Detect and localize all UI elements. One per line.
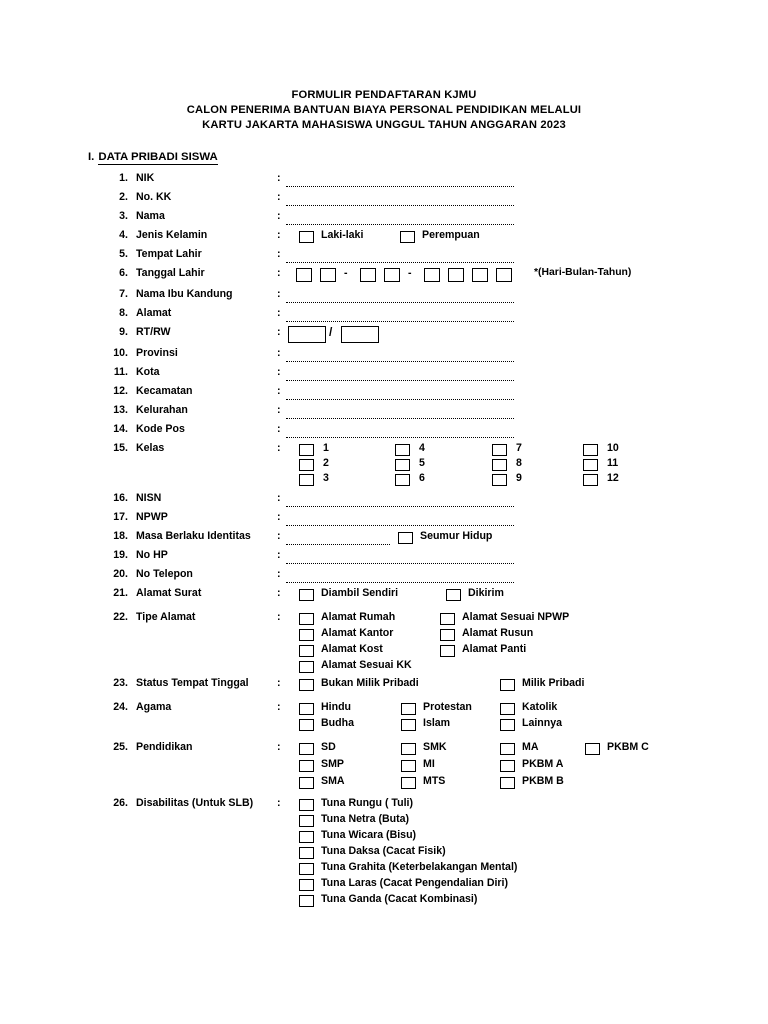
field-colon: : xyxy=(277,366,281,378)
field-row-masa-berlaku-identitas xyxy=(0,530,768,549)
input-line-npwp[interactable] xyxy=(286,524,514,526)
input-line-alamat[interactable] xyxy=(286,320,514,322)
checkbox-label-ma: MA xyxy=(522,741,539,753)
checkbox-label-mi: MI xyxy=(423,758,435,770)
field-label-tanggal-lahir: Tanggal Lahir xyxy=(136,267,205,279)
checkbox-label-tuna-daksa: Tuna Daksa (Cacat Fisik) xyxy=(321,845,446,857)
field-number: 25. xyxy=(113,741,128,753)
checkbox-diambil-sendiri[interactable] xyxy=(299,589,314,601)
checkbox-label-tuna-netra: Tuna Netra (Buta) xyxy=(321,813,410,825)
field-number: 4. xyxy=(119,229,128,241)
checkbox-label-perempuan: Perempuan xyxy=(422,229,480,241)
section-title: DATA PRIBADI SISWA xyxy=(98,151,218,163)
checkbox-label-alamat-rusun: Alamat Rusun xyxy=(462,627,534,639)
field-label-kecamatan: Kecamatan xyxy=(136,385,193,397)
checkbox-label-kelas-4: 4 xyxy=(419,442,425,454)
checkbox-label-dikirim: Dikirim xyxy=(468,587,504,599)
field-row-status-tempat-tinggal xyxy=(0,677,768,701)
field-label-kota: Kota xyxy=(136,366,160,378)
checkbox-label-mts: MTS xyxy=(423,775,446,787)
checkbox-label-kelas-5: 5 xyxy=(419,457,425,469)
checkbox-tuna-netra[interactable] xyxy=(299,815,314,827)
checkbox-alamat-rusun[interactable] xyxy=(440,629,455,641)
field-label-disabilitas: Disabilitas (Untuk SLB) xyxy=(136,797,254,809)
field-number: 16. xyxy=(113,492,128,504)
field-number: 20. xyxy=(113,568,128,580)
checkbox-label-kelas-10: 10 xyxy=(607,442,619,454)
checkbox-label-smp: SMP xyxy=(321,758,344,770)
field-row-jenis-kelamin xyxy=(0,229,768,248)
checkbox-pkbm-a[interactable] xyxy=(500,760,515,772)
checkbox-label-diambil-sendiri: Diambil Sendiri xyxy=(321,587,399,599)
rt-rw-separator: / xyxy=(329,325,333,339)
checkbox-kelas-7[interactable] xyxy=(492,444,507,456)
field-label-alamat-surat: Alamat Surat xyxy=(136,587,202,599)
field-row-npwp xyxy=(0,511,768,530)
checkbox-kelas-8[interactable] xyxy=(492,459,507,471)
checkbox-label-pkbm-a: PKBM A xyxy=(522,758,564,770)
field-colon: : xyxy=(277,492,281,504)
field-colon: : xyxy=(277,326,281,338)
checkbox-label-milik-pribadi: Milik Pribadi xyxy=(522,677,585,689)
checkbox-label-pkbm-b: PKBM B xyxy=(522,775,564,787)
checkbox-label-kelas-1: 1 xyxy=(323,442,329,454)
field-colon: : xyxy=(277,530,281,542)
checkbox-label-alamat-kost: Alamat Kost xyxy=(321,643,383,655)
date-box-day-1[interactable] xyxy=(296,268,312,282)
field-colon: : xyxy=(277,229,281,241)
field-row-kelas xyxy=(0,442,768,492)
checkbox-label-tuna-laras: Tuna Laras (Cacat Pengendalian Diri) xyxy=(321,877,509,889)
input-line-no-telepon[interactable] xyxy=(286,581,514,583)
date-box-month-2[interactable] xyxy=(384,268,400,282)
date-box-year-2[interactable] xyxy=(448,268,464,282)
date-separator-1: - xyxy=(344,267,348,279)
field-number: 3. xyxy=(119,210,128,222)
checkbox-label-kelas-8: 8 xyxy=(516,457,522,469)
checkbox-label-kelas-2: 2 xyxy=(323,457,329,469)
checkbox-dikirim[interactable] xyxy=(446,589,461,601)
checkbox-kelas-3[interactable] xyxy=(299,474,314,486)
checkbox-kelas-5[interactable] xyxy=(395,459,410,471)
date-box-year-1[interactable] xyxy=(424,268,440,282)
checkbox-label-smk: SMK xyxy=(423,741,447,753)
checkbox-alamat-panti[interactable] xyxy=(440,645,455,657)
checkbox-tuna-wicara[interactable] xyxy=(299,831,314,843)
input-line-provinsi[interactable] xyxy=(286,360,514,362)
field-colon: : xyxy=(277,423,281,435)
checkbox-alamat-kost[interactable] xyxy=(299,645,314,657)
field-label-jenis-kelamin: Jenis Kelamin xyxy=(136,229,208,241)
checkbox-label-bukan-milik-pribadi: Bukan Milik Pribadi xyxy=(321,677,419,689)
checkbox-laki-laki[interactable] xyxy=(299,231,314,243)
checkbox-label-tuna-ganda: Tuna Ganda (Cacat Kombinasi) xyxy=(321,893,478,905)
checkbox-kelas-1[interactable] xyxy=(299,444,314,456)
field-number: 21. xyxy=(113,587,128,599)
checkbox-tuna-grahita[interactable] xyxy=(299,863,314,875)
field-colon: : xyxy=(277,267,281,279)
checkbox-kelas-11[interactable] xyxy=(583,459,598,471)
field-number: 26. xyxy=(113,797,128,809)
checkbox-label-protestan: Protestan xyxy=(423,701,472,713)
field-colon: : xyxy=(277,307,281,319)
field-label-no-kk: No. KK xyxy=(136,191,172,203)
field-colon: : xyxy=(277,404,281,416)
field-colon: : xyxy=(277,442,281,454)
field-number: 14. xyxy=(113,423,128,435)
field-row-provinsi xyxy=(0,347,768,366)
field-label-kelurahan: Kelurahan xyxy=(136,404,188,416)
checkbox-tuna-rungu[interactable] xyxy=(299,799,314,811)
checkbox-label-kelas-12: 12 xyxy=(607,472,619,484)
field-number: 10. xyxy=(113,347,128,359)
input-line-nama[interactable] xyxy=(286,223,514,225)
input-line-no-hp[interactable] xyxy=(286,562,514,564)
field-colon: : xyxy=(277,797,281,809)
input-box-rw[interactable] xyxy=(341,326,379,343)
field-label-agama: Agama xyxy=(136,701,172,713)
input-line-nisn[interactable] xyxy=(286,505,514,507)
checkbox-label-alamat-sesuai-npwp: Alamat Sesuai NPWP xyxy=(462,611,570,623)
checkbox-label-katolik: Katolik xyxy=(522,701,558,713)
input-line-kecamatan[interactable] xyxy=(286,398,514,400)
field-row-nama-ibu-kandung xyxy=(0,288,768,307)
field-label-masa-berlaku-identitas: Masa Berlaku Identitas xyxy=(136,530,251,542)
field-number: 19. xyxy=(113,549,128,561)
field-row-agama xyxy=(0,701,768,741)
field-colon: : xyxy=(277,549,281,561)
checkbox-alamat-sesuai-npwp[interactable] xyxy=(440,613,455,625)
checkbox-tuna-daksa[interactable] xyxy=(299,847,314,859)
field-number: 5. xyxy=(119,248,128,260)
checkbox-label-kelas-3: 3 xyxy=(323,472,329,484)
field-row-pendidikan xyxy=(0,741,768,797)
field-label-pendidikan: Pendidikan xyxy=(136,741,193,753)
checkbox-label-budha: Budha xyxy=(321,717,354,729)
field-number: 13. xyxy=(113,404,128,416)
checkbox-kelas-2[interactable] xyxy=(299,459,314,471)
field-row-disabilitas xyxy=(0,797,768,912)
input-line-nama-ibu-kandung[interactable] xyxy=(286,301,514,303)
field-row-tanggal-lahir xyxy=(0,267,768,288)
checkbox-label-sma: SMA xyxy=(321,775,345,787)
input-line-kota[interactable] xyxy=(286,379,514,381)
checkbox-label-kelas-7: 7 xyxy=(516,442,522,454)
checkbox-mts[interactable] xyxy=(401,777,416,789)
checkbox-katolik[interactable] xyxy=(500,703,515,715)
field-colon: : xyxy=(277,611,281,623)
input-line-nik[interactable] xyxy=(286,185,514,187)
field-colon: : xyxy=(277,677,281,689)
field-row-rt-rw xyxy=(0,326,768,347)
checkbox-tuna-ganda[interactable] xyxy=(299,895,314,907)
field-number: 7. xyxy=(119,288,128,300)
checkbox-label-kelas-11: 11 xyxy=(607,457,619,469)
field-label-nama: Nama xyxy=(136,210,165,222)
checkbox-hindu[interactable] xyxy=(299,703,314,715)
field-label-status-tempat-tinggal: Status Tempat Tinggal xyxy=(136,677,249,689)
checkbox-milik-pribadi[interactable] xyxy=(500,679,515,691)
checkbox-kelas-10[interactable] xyxy=(583,444,598,456)
section-heading-data-pribadi-siswa xyxy=(88,151,218,163)
field-colon: : xyxy=(277,172,281,184)
checkbox-smp[interactable] xyxy=(299,760,314,772)
field-number: 12. xyxy=(113,385,128,397)
checkbox-label-alamat-sesuai-kk: Alamat Sesuai KK xyxy=(321,659,412,671)
checkbox-label-seumur-hidup: Seumur Hidup xyxy=(420,530,493,542)
field-colon: : xyxy=(277,210,281,222)
section-number: I. xyxy=(88,151,95,163)
field-colon: : xyxy=(277,288,281,300)
field-row-kecamatan xyxy=(0,385,768,404)
checkbox-kelas-6[interactable] xyxy=(395,474,410,486)
date-box-year-3[interactable] xyxy=(472,268,488,282)
field-colon: : xyxy=(277,385,281,397)
input-line-kelurahan[interactable] xyxy=(286,417,514,419)
field-number: 8. xyxy=(119,307,128,319)
field-label-alamat: Alamat xyxy=(136,307,172,319)
checkbox-alamat-sesuai-kk[interactable] xyxy=(299,661,314,673)
checkbox-kelas-9[interactable] xyxy=(492,474,507,486)
field-label-no-hp: No HP xyxy=(136,549,168,561)
field-number: 17. xyxy=(113,511,128,523)
checkbox-sma[interactable] xyxy=(299,777,314,789)
checkbox-alamat-kantor[interactable] xyxy=(299,629,314,641)
field-label-tempat-lahir: Tempat Lahir xyxy=(136,248,202,260)
date-box-day-2[interactable] xyxy=(320,268,336,282)
checkbox-bukan-milik-pribadi[interactable] xyxy=(299,679,314,691)
field-number: 18. xyxy=(113,530,128,542)
checkbox-label-alamat-rumah: Alamat Rumah xyxy=(321,611,396,623)
checkbox-seumur-hidup[interactable] xyxy=(398,532,413,544)
checkbox-kelas-12[interactable] xyxy=(583,474,598,486)
field-row-nisn xyxy=(0,492,768,511)
checkbox-alamat-rumah[interactable] xyxy=(299,613,314,625)
checkbox-label-tuna-wicara: Tuna Wicara (Bisu) xyxy=(321,829,417,841)
field-label-kelas: Kelas xyxy=(136,442,165,454)
title-line-1: FORMULIR PENDAFTARAN KJMU xyxy=(291,89,477,101)
field-colon: : xyxy=(277,701,281,713)
checkbox-label-kelas-9: 9 xyxy=(516,472,522,484)
checkbox-tuna-laras[interactable] xyxy=(299,879,314,891)
checkbox-label-alamat-kantor: Alamat Kantor xyxy=(321,627,394,639)
field-row-nik xyxy=(0,172,768,191)
field-colon: : xyxy=(277,568,281,580)
checkbox-budha[interactable] xyxy=(299,719,314,731)
field-number: 24. xyxy=(113,701,128,713)
field-label-npwp: NPWP xyxy=(136,511,168,523)
field-label-rt-rw: RT/RW xyxy=(136,326,171,338)
date-separator-2: - xyxy=(408,267,412,279)
field-row-kode-pos xyxy=(0,423,768,442)
checkbox-kelas-4[interactable] xyxy=(395,444,410,456)
field-colon: : xyxy=(277,248,281,260)
field-number: 23. xyxy=(113,677,128,689)
input-line-tempat-lahir[interactable] xyxy=(286,261,514,263)
checkbox-ma[interactable] xyxy=(500,743,515,755)
field-row-nama xyxy=(0,210,768,229)
checkbox-smk[interactable] xyxy=(401,743,416,755)
title-line-2: CALON PENERIMA BANTUAN BIAYA PERSONAL PENDIDIKAN MELALUI xyxy=(186,104,582,117)
field-colon: : xyxy=(277,511,281,523)
checkbox-sd[interactable] xyxy=(299,743,314,755)
field-colon: : xyxy=(277,741,281,753)
title-line-3: KARTU JAKARTA MAHASISWA UNGGUL TAHUN ANGGARAN 2023 xyxy=(202,119,566,132)
date-box-month-1[interactable] xyxy=(360,268,376,282)
checkbox-label-hindu: Hindu xyxy=(321,701,352,713)
date-format-note: *(Hari-Bulan-Tahun) xyxy=(534,267,632,278)
field-label-nik: NIK xyxy=(136,172,155,184)
checkbox-label-islam: Islam xyxy=(423,717,451,729)
field-label-no-telepon: No Telepon xyxy=(136,568,193,580)
input-box-rt[interactable] xyxy=(288,326,326,343)
checkbox-label-tuna-grahita: Tuna Grahita (Keterbelakangan Mental) xyxy=(321,861,518,873)
checkbox-mi[interactable] xyxy=(401,760,416,772)
checkbox-label-pkbm-c: PKBM C xyxy=(607,741,649,753)
field-label-nama-ibu-kandung: Nama Ibu Kandung xyxy=(136,288,233,300)
field-row-no-kk xyxy=(0,191,768,210)
field-colon: : xyxy=(277,347,281,359)
field-label-tipe-alamat: Tipe Alamat xyxy=(136,611,196,623)
field-label-provinsi: Provinsi xyxy=(136,347,178,359)
checkbox-label-lainnya: Lainnya xyxy=(522,717,563,729)
checkbox-perempuan[interactable] xyxy=(400,231,415,243)
checkbox-label-laki-laki: Laki-laki xyxy=(321,229,364,241)
checkbox-protestan[interactable] xyxy=(401,703,416,715)
field-row-alamat-surat xyxy=(0,587,768,611)
field-colon: : xyxy=(277,191,281,203)
field-number: 11. xyxy=(113,366,128,378)
checkbox-label-alamat-panti: Alamat Panti xyxy=(462,643,527,655)
field-row-tipe-alamat xyxy=(0,611,768,677)
document-title xyxy=(0,88,768,134)
field-row-kelurahan xyxy=(0,404,768,423)
field-number: 6. xyxy=(119,267,128,279)
field-row-no-telepon xyxy=(0,568,768,587)
field-row-alamat xyxy=(0,307,768,326)
checkbox-label-sd: SD xyxy=(321,741,336,753)
field-number: 15. xyxy=(113,442,128,454)
field-number: 22. xyxy=(113,611,128,623)
field-number: 2. xyxy=(119,191,128,203)
field-label-nisn: NISN xyxy=(136,492,162,504)
checkbox-label-kelas-6: 6 xyxy=(419,472,425,484)
checkbox-label-tuna-rungu: Tuna Rungu ( Tuli) xyxy=(321,797,413,809)
field-label-kode-pos: Kode Pos xyxy=(136,423,185,435)
date-box-year-4[interactable] xyxy=(496,268,512,282)
field-row-no-hp xyxy=(0,549,768,568)
field-row-kota xyxy=(0,366,768,385)
input-line-no-kk[interactable] xyxy=(286,204,514,206)
field-row-tempat-lahir xyxy=(0,248,768,267)
field-number: 1. xyxy=(119,172,128,184)
input-line-kode-pos[interactable] xyxy=(286,436,514,438)
checkbox-pkbm-c[interactable] xyxy=(585,743,600,755)
field-colon: : xyxy=(277,587,281,599)
checkbox-islam[interactable] xyxy=(401,719,416,731)
input-line-masa-berlaku-identitas[interactable] xyxy=(286,543,390,545)
field-number: 9. xyxy=(119,326,128,338)
form-fields xyxy=(0,172,768,912)
checkbox-pkbm-b[interactable] xyxy=(500,777,515,789)
checkbox-lainnya[interactable] xyxy=(500,719,515,731)
